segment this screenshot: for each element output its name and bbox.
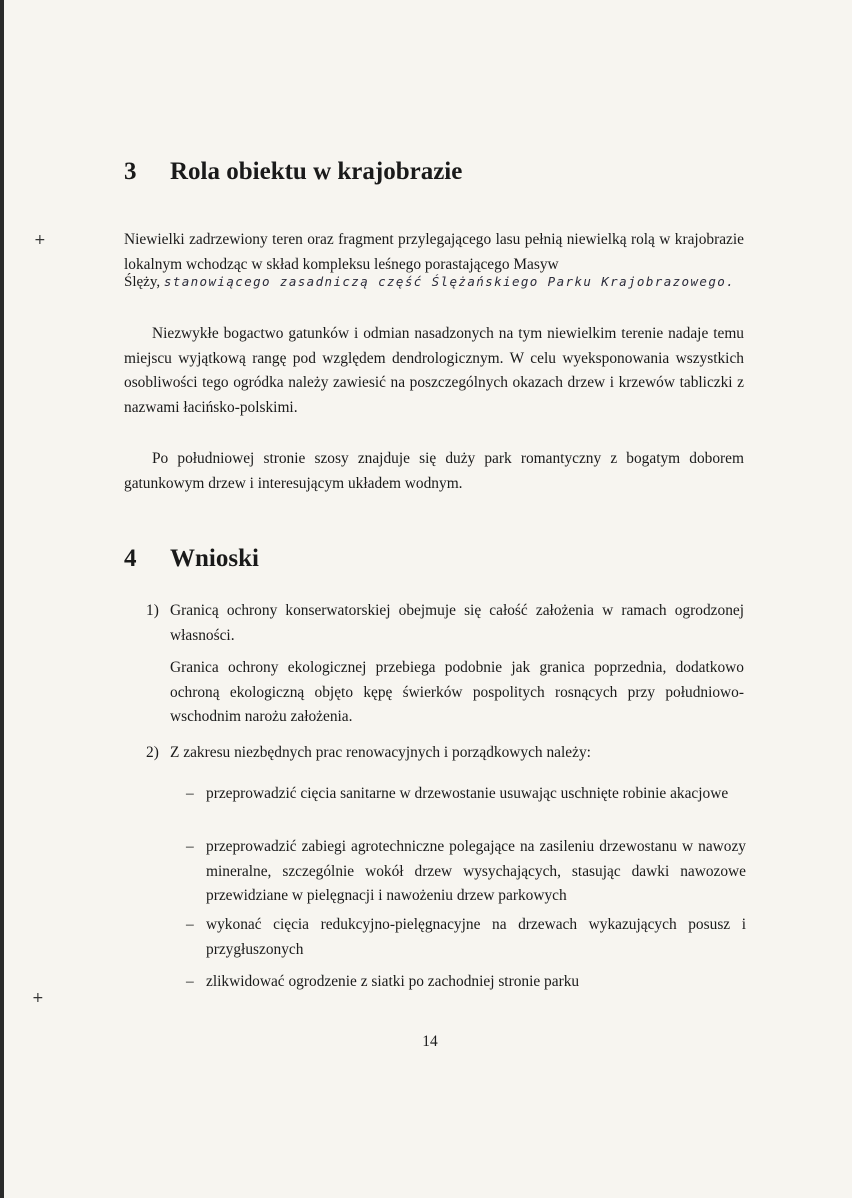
section-number: 4 xyxy=(124,545,137,572)
dash-bullet: – xyxy=(186,838,194,855)
paragraph-landscape-role: Niewielki zadrzewiony teren oraz fragment przylegającego lasu pełnią niewielką rolą w krajobrazie lokalnym wchodząc w skład kompleksu leśnego porastającego Masyw xyxy=(124,231,744,273)
page-number: 14 xyxy=(422,1033,438,1050)
section-number: 3 xyxy=(124,158,137,185)
dash-bullet: – xyxy=(186,785,194,802)
section-3-heading xyxy=(124,158,462,186)
list-item-text: Granica ochrony ekologicznej przebiega podobnie jak granica poprzednia, dodatkowo ochroną ekologiczną objęto kępę świerków pospolitych rosnących przy południowo-wschodnim narożu założenia. xyxy=(170,659,744,725)
typed-text: Ślęży, xyxy=(124,274,161,290)
paragraph-romantic-park: Po południowej stronie szosy znajduje się duży park romantyczny z bogatym doborem gatunkowym drzew i interesującym układem wodnym. xyxy=(124,450,744,492)
dash-bullet: – xyxy=(186,916,194,933)
dash-bullet: – xyxy=(186,973,194,990)
bullet-text: wykonać cięcia redukcyjno-pielęgnacyjne na drzewach wykazujących posusz i przygłuszonych xyxy=(206,916,746,958)
list-item-text: Z zakresu niezbędnych prac renowacyjnych i porządkowych należy: xyxy=(170,744,591,761)
list-item-text: Granicą ochrony konserwatorskiej obejmuje się całość założenia w ramach ogrodzonej własności. xyxy=(170,602,744,644)
list-item-number: 1) xyxy=(146,602,159,619)
section-4-heading xyxy=(124,545,259,573)
section-title: Wnioski xyxy=(170,545,259,572)
section-title: Rola obiektu w krajobrazie xyxy=(170,158,463,185)
handwritten-insertion-line xyxy=(124,274,735,291)
margin-mark: + xyxy=(34,232,46,248)
bullet-text: przeprowadzić cięcia sanitarne w drzewostanie usuwając uschnięte robinie akacjowe xyxy=(206,785,729,802)
bullet-text: zlikwidować ogrodzenie z siatki po zachodniej stronie parku xyxy=(206,973,580,990)
margin-mark: + xyxy=(32,990,44,1006)
handwritten-text: stanowiącego zasadniczą część Ślężańskiego Parku Krajobrazowego. xyxy=(163,274,736,289)
list-item-number: 2) xyxy=(146,744,159,761)
bullet-text: przeprowadzić zabiegi agrotechniczne polegające na zasileniu drzewostanu w nawozy mineralne, szczególnie wokół drzew wysychających, stasując dawki nawozowe przewidziane w pielęgnacji i nawożeniu drzew parkowych xyxy=(206,838,746,904)
paragraph-dendrology: Niezwykłe bogactwo gatunków i odmian nasadzonych na tym niewielkim terenie nadaje temu miejscu wyjątkową rangę pod względem dendrologicznym. W celu wyeksponowania wszystkich osobliwości tego ogródka należy zawiesić na poszczególnych okazach drzew i krzewów tabliczki z nazwami łacińsko-polskimi. xyxy=(124,325,744,416)
